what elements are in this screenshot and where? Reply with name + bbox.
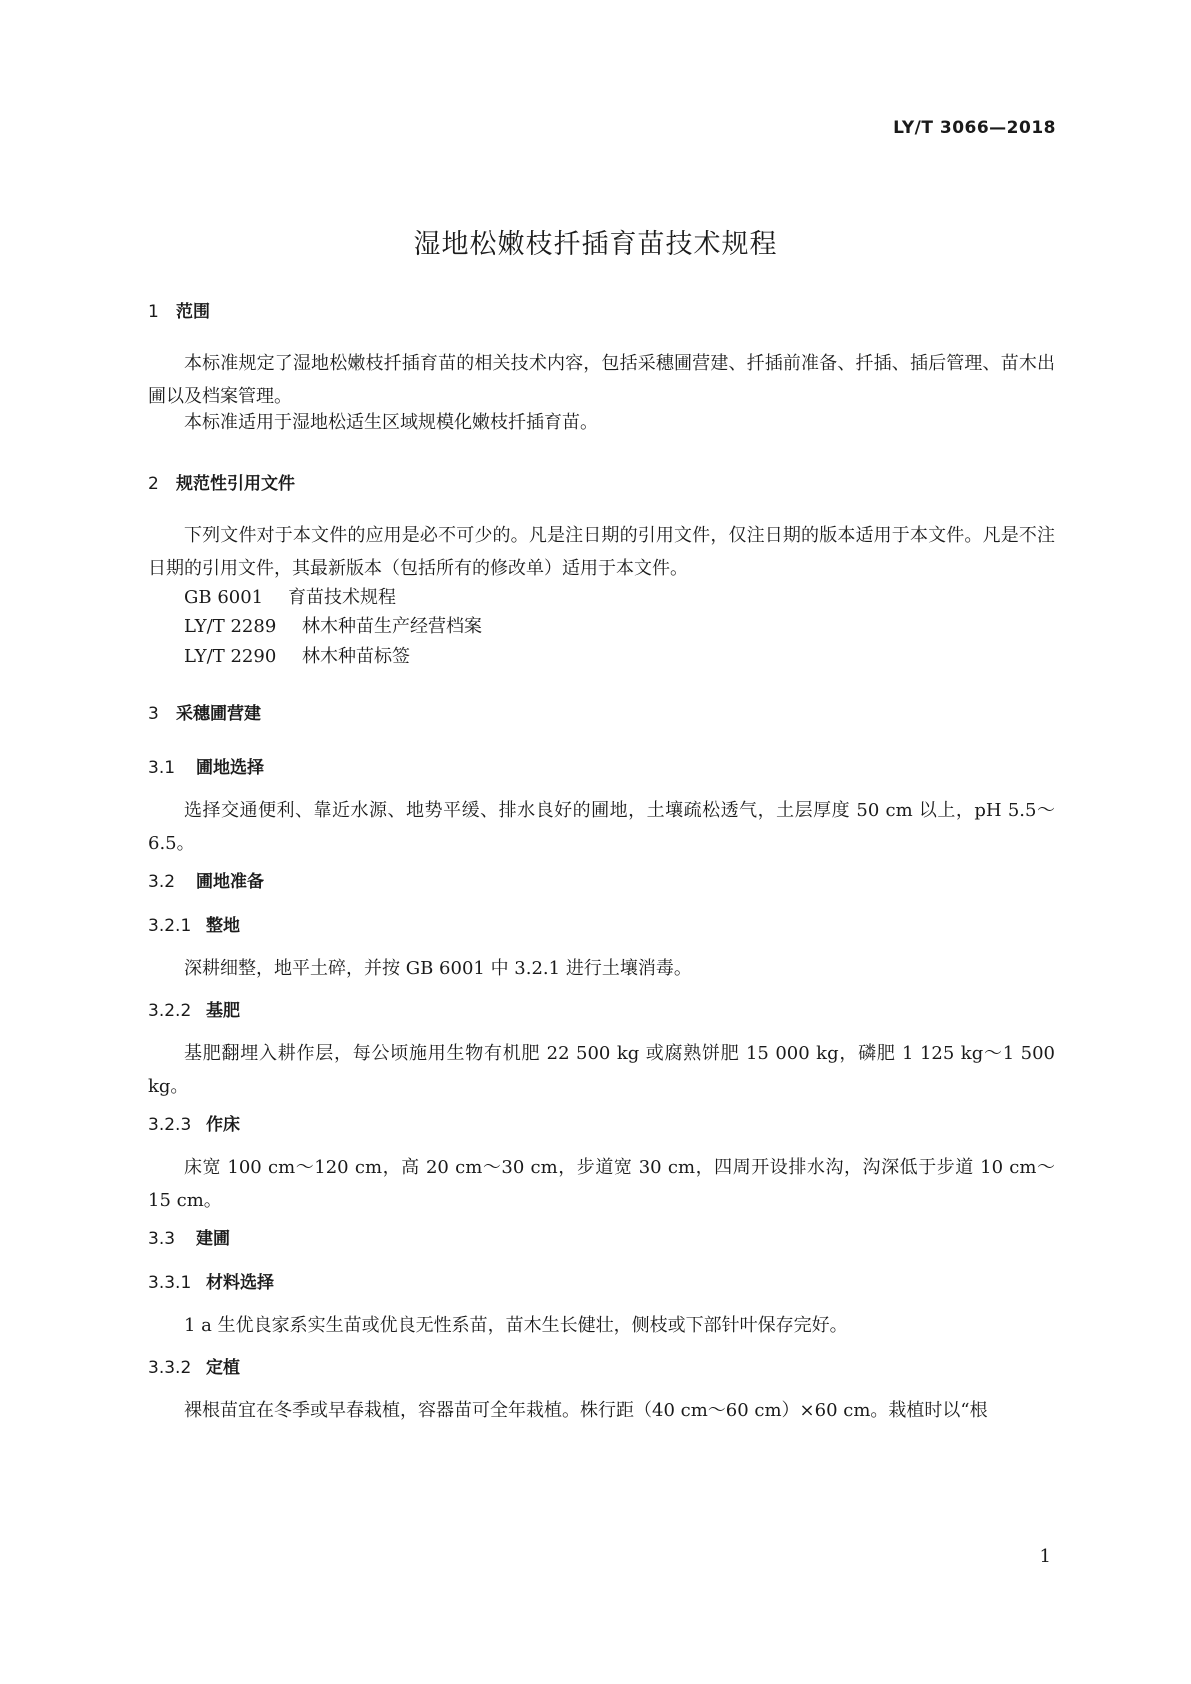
paragraph: 床宽 100 cm～120 cm，高 20 cm～30 cm，步道宽 30 cm，四周开设排水沟，沟深低于步道 10 cm～15 cm。 bbox=[148, 1157, 1055, 1211]
page-number: 1 bbox=[1039, 1546, 1051, 1567]
document-title: 湿地松嫩枝扦插育苗技术规程 bbox=[413, 229, 778, 260]
section-number: 3.1 bbox=[148, 758, 176, 778]
section-number: 3.2.3 bbox=[148, 1115, 192, 1135]
section-3-2-heading bbox=[148, 867, 264, 892]
section-3-2-2-heading bbox=[148, 996, 240, 1021]
section-number: 3.3.1 bbox=[148, 1273, 192, 1293]
section-number: 3 bbox=[148, 704, 159, 724]
section-title: 作床 bbox=[206, 1115, 240, 1135]
section-number: 3.3.2 bbox=[148, 1358, 192, 1378]
paragraph: 本标准适用于湿地松适生区域规模化嫩枝扦插育苗。 bbox=[184, 412, 598, 433]
standard-code: LY/T 3066—2018 bbox=[893, 118, 1056, 138]
section-3-3-2-heading bbox=[148, 1353, 240, 1378]
reference-code: LY/T 2289 bbox=[184, 616, 277, 637]
reference-item bbox=[184, 612, 482, 638]
reference-name: 育苗技术规程 bbox=[288, 587, 396, 608]
section-title: 圃地选择 bbox=[196, 758, 264, 778]
paragraph: 本标准规定了湿地松嫩枝扦插育苗的相关技术内容，包括采穗圃营建、扦插前准备、扦插、插后管理、苗木出圃以及档案管理。 bbox=[148, 353, 1055, 407]
section-title: 定植 bbox=[206, 1358, 240, 1378]
section-number: 3.2.1 bbox=[148, 916, 192, 936]
section-number: 2 bbox=[148, 474, 159, 494]
section-2-heading bbox=[148, 469, 295, 494]
section-3-2-1-heading bbox=[148, 911, 240, 936]
section-3-3-1-heading bbox=[148, 1268, 274, 1293]
section-number: 3.2.2 bbox=[148, 1001, 192, 1021]
section-3-3-heading bbox=[148, 1224, 230, 1249]
section-number: 3.2 bbox=[148, 872, 176, 892]
reference-code: LY/T 2290 bbox=[184, 646, 277, 667]
paragraph: 1 a 生优良家系实生苗或优良无性系苗，苗木生长健壮，侧枝或下部针叶保存完好。 bbox=[184, 1315, 848, 1336]
reference-item bbox=[184, 642, 410, 668]
section-title: 整地 bbox=[206, 916, 240, 936]
reference-item bbox=[184, 583, 396, 609]
section-3-heading bbox=[148, 699, 261, 724]
section-title: 规范性引用文件 bbox=[176, 474, 295, 494]
section-title: 范围 bbox=[176, 302, 210, 322]
section-3-2-3-heading bbox=[148, 1110, 240, 1135]
section-title: 采穗圃营建 bbox=[176, 704, 261, 724]
reference-code: GB 6001 bbox=[184, 587, 264, 608]
section-title: 建圃 bbox=[196, 1229, 230, 1249]
paragraph: 基肥翻埋入耕作层，每公顷施用生物有机肥 22 500 kg 或腐熟饼肥 15 000 kg，磷肥 1 125 kg～1 500 kg。 bbox=[148, 1043, 1055, 1097]
paragraph: 选择交通便利、靠近水源、地势平缓、排水良好的圃地，土壤疏松透气，土层厚度 50 cm 以上，pH 5.5～6.5。 bbox=[148, 800, 1055, 854]
paragraph: 深耕细整，地平土碎，并按 GB 6001 中 3.2.1 进行土壤消毒。 bbox=[184, 958, 692, 979]
section-3-1-heading bbox=[148, 753, 264, 778]
section-number: 1 bbox=[148, 302, 159, 322]
reference-name: 林木种苗生产经营档案 bbox=[302, 616, 482, 637]
section-title: 圃地准备 bbox=[196, 872, 264, 892]
section-number: 3.3 bbox=[148, 1229, 176, 1249]
paragraph: 下列文件对于本文件的应用是必不可少的。凡是注日期的引用文件，仅注日期的版本适用于本文件。凡是不注日期的引用文件，其最新版本（包括所有的修改单）适用于本文件。 bbox=[148, 525, 1055, 579]
section-title: 材料选择 bbox=[206, 1273, 274, 1293]
section-1-heading bbox=[148, 297, 210, 322]
section-title: 基肥 bbox=[206, 1001, 240, 1021]
reference-name: 林木种苗标签 bbox=[302, 646, 410, 667]
paragraph: 裸根苗宜在冬季或早春栽植，容器苗可全年栽植。株行距（40 cm～60 cm）×60 cm。栽植时以“根 bbox=[184, 1400, 988, 1421]
